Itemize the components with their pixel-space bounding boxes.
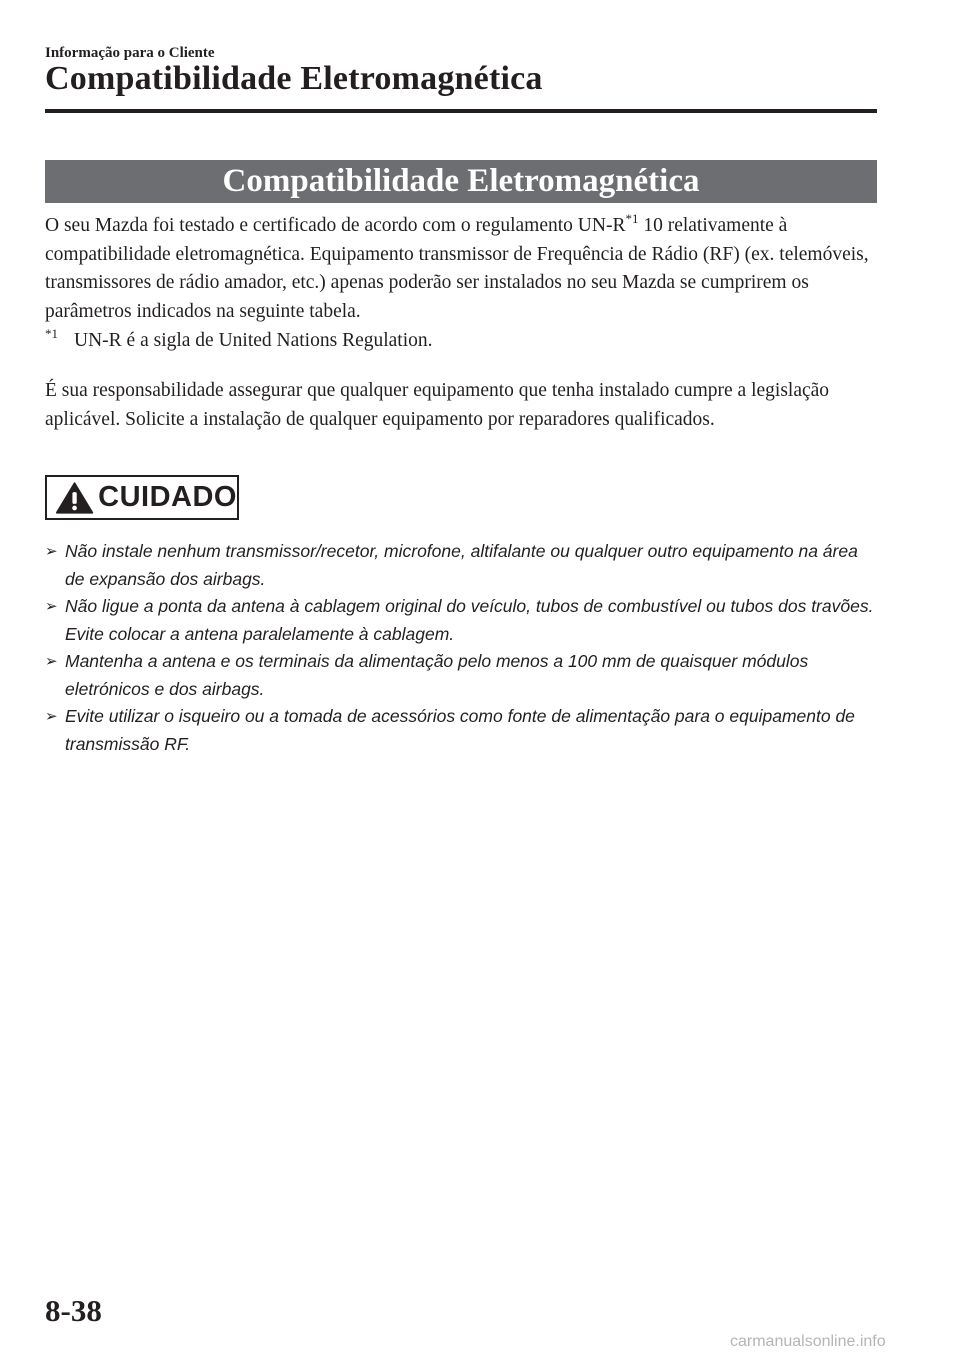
watermark: carmanualsonline.info: [730, 1333, 886, 1350]
footnote-reference: *1: [625, 210, 639, 226]
intro-text-start: O seu Mazda foi testado e certificado de acordo com o regulamento UN-R: [45, 215, 626, 236]
intro-text-end: 10 relativamente à compatibilidade eletromagnética. Equipamento transmissor de Frequência de Rádio (RF) (ex. telemóveis, transmissores de rádio amador, etc.) apenas poderão ser instalados no seu Mazda se cumprirem os parâmetros indicados na seguinte tabela.: [45, 215, 869, 322]
caution-header: [45, 475, 239, 520]
section-title-banner: Compatibilidade Eletromagnética: [45, 160, 877, 203]
caution-item: [45, 538, 875, 593]
footnote: [45, 327, 875, 356]
caution-item-text: Não instale nenhum transmissor/recetor, microfone, altifalante ou qualquer outro equipamento na área de expansão dos airbags.: [65, 541, 858, 589]
page-number: 8-38: [45, 1293, 102, 1328]
caution-item: [45, 648, 875, 703]
warning-triangle-icon: [55, 481, 94, 515]
caution-label: CUIDADO: [98, 481, 237, 513]
intro-paragraph: [45, 212, 875, 326]
caution-item-text: Não ligue a ponta da antena à cablagem original do veículo, tubos de combustível ou tubos dos travões. Evite colocar a antena paralelamente à cablagem.: [65, 596, 874, 644]
breadcrumb: Informação para o Cliente: [45, 45, 215, 61]
header-divider: [45, 109, 877, 113]
arrow-bullet-icon: ➢: [45, 708, 58, 725]
arrow-bullet-icon: ➢: [45, 653, 58, 670]
caution-item: [45, 703, 875, 758]
caution-item-text: Mantenha a antena e os terminais da alimentação pelo menos a 100 mm de quaisquer módulos eletrónicos e dos airbags.: [65, 651, 809, 699]
caution-item-text: Evite utilizar o isqueiro ou a tomada de acessórios como fonte de alimentação para o equipamento de transmissão RF.: [65, 706, 855, 754]
arrow-bullet-icon: ➢: [45, 598, 58, 615]
arrow-bullet-icon: ➢: [45, 543, 58, 560]
page-title: Compatibilidade Eletromagnética: [45, 60, 543, 97]
footnote-mark: *1: [45, 325, 58, 341]
footnote-text: UN-R é a sigla de United Nations Regulation.: [74, 330, 433, 351]
caution-item: [45, 593, 875, 648]
responsibility-paragraph: É sua responsabilidade assegurar que qualquer equipamento que tenha instalado cumpre a legislação aplicável. Solicite a instalação de qualquer equipamento por reparadores qualificados.: [45, 380, 830, 430]
caution-list: [45, 538, 875, 758]
